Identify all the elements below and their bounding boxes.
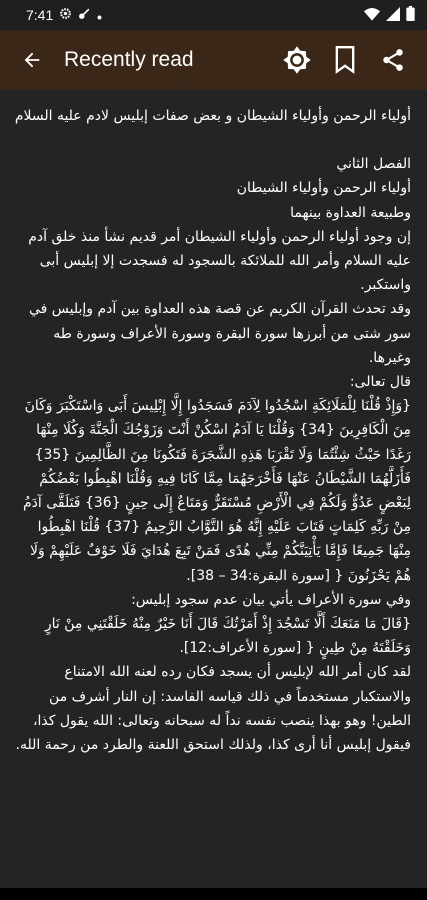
dot-icon <box>97 7 102 23</box>
status-right <box>364 6 415 24</box>
chapter-heading: الفصل الثاني <box>336 156 411 173</box>
status-bar <box>0 0 427 30</box>
paragraph-gap <box>14 128 411 152</box>
body-paragraph: وقد تحدث القرآن الكريم عن قصة هذه العداوة بين آدم وإبليس في سور شتى من أبرزها سورة البقرة وسورة الأعراف وسورة طه وغيرها. <box>28 301 411 366</box>
reading-content <box>0 90 427 900</box>
share-icon[interactable] <box>369 36 417 84</box>
content-title: أولياء الرحمن وأولياء الشيطان و بعض صفات إبليس لادم عليه السلام <box>14 108 411 124</box>
chapter-subtitle: أولياء الرحمن وأولياء الشيطان <box>236 180 411 197</box>
page-title: Recently read <box>64 48 194 71</box>
quran-quote: {وَإِذْ قُلْنَا لِلْمَلَائِكَةِ اسْجُدُوا لِآدَمَ فَسَجَدُوا إِلَّا إِبْلِيسَ أَبَى وَاسْتَكْبَرَ وَكَانَ مِنَ الْكَافِرِينَ {34} وَقُلْنَا يَا آدَمُ اسْكُنْ أَنْتَ وَزَوْجُكَ الْجَنَّةَ وَكُلَا مِنْهَا رَغَدًا حَيْثُ شِئْتُمَا وَلَا تَقْرَبَا هَذِهِ الشَّجَرَةَ فَتَكُونَا مِنَ الظَّالِمِينَ {35} فَأَزَلَّهُمَا الشَّيْطَانُ عَنْهَا فَأَخْرَجَهُمَا مِمَّا كَانَا فِيهِ وَقُلْنَا اهْبِطُوا بَعْضُكُمْ لِبَعْضٍ عَدُوٌّ وَلَكُمْ فِي الْأَرْضِ مُسْتَقَرٌّ وَمَتَاعٌ إِلَى حِينٍ {36} فَتَلَقَّى آدَمُ مِنْ رَبِّهِ كَلِمَاتٍ فَتَابَ عَلَيْهِ إِنَّهُ هُوَ التَّوَّابُ الرَّحِيمُ {37} قُلْنَا اهْبِطُوا مِنْهَا جَمِيعًا فَإِمَّا يَأْتِيَنَّكُمْ مِنِّي هُدًى فَمَنْ تَبِعَ هُدَايَ فَلَا خَوْفٌ عَلَيْهِمْ وَلَا هُمْ يَحْزَنُونَ { [سورة البقرة:34 – 38]. <box>22 398 411 584</box>
app-bar <box>0 30 427 90</box>
body-paragraph: لقد كان أمر الله لإبليس أن يسجد فكان رده لعنه الله الامتناع والاستكبار مستخدماً في ذلك قياسه الفاسد: إن النار أشرف من الطين! وهو بهذا ينصب نفسه نداً له سبحانه وتعالى: الله يقول كذا، فيقول إبليس أنا أرى كذا، ولذلك استحق اللعنة والطرد من رحمة الله. <box>15 664 411 754</box>
status-left <box>26 7 102 23</box>
body-paragraph: إن وجود أولياء الرحمن وأولياء الشيطان أمر قديم نشأ منذ خلق آدم عليه السلام وأمر الله للملائكة بالسجود له فسجدت إلا إبليس أبى واستكبر. <box>28 228 411 294</box>
wifi-icon <box>364 7 380 24</box>
brightness-icon[interactable] <box>273 36 321 84</box>
gear-icon <box>59 7 72 23</box>
system-nav-bar <box>0 888 427 900</box>
body-paragraph: قال تعالى: <box>349 374 411 391</box>
body-paragraph: وفي سورة الأعراف يأتي بيان عدم سجود إبليس: <box>131 591 411 608</box>
quran-quote: {قَالَ مَا مَنَعَكَ أَلَّا تَسْجُدَ إِذْ أَمَرْتُكَ قَالَ أَنَا خَيْرٌ مِنْهُ خَلَقْتَنِي مِنْ نَارٍ وَخَلَقْتَهُ مِنْ طِينٍ { [سورة الأعراف:12]. <box>44 616 411 657</box>
key-icon <box>78 7 91 23</box>
back-arrow-icon[interactable] <box>16 36 48 84</box>
status-time: 7:41 <box>26 7 54 23</box>
chapter-subtitle: وطبيعة العداوة بينهما <box>290 204 411 221</box>
bookmark-icon[interactable] <box>321 36 369 84</box>
signal-icon <box>386 7 400 24</box>
battery-icon <box>406 6 415 24</box>
